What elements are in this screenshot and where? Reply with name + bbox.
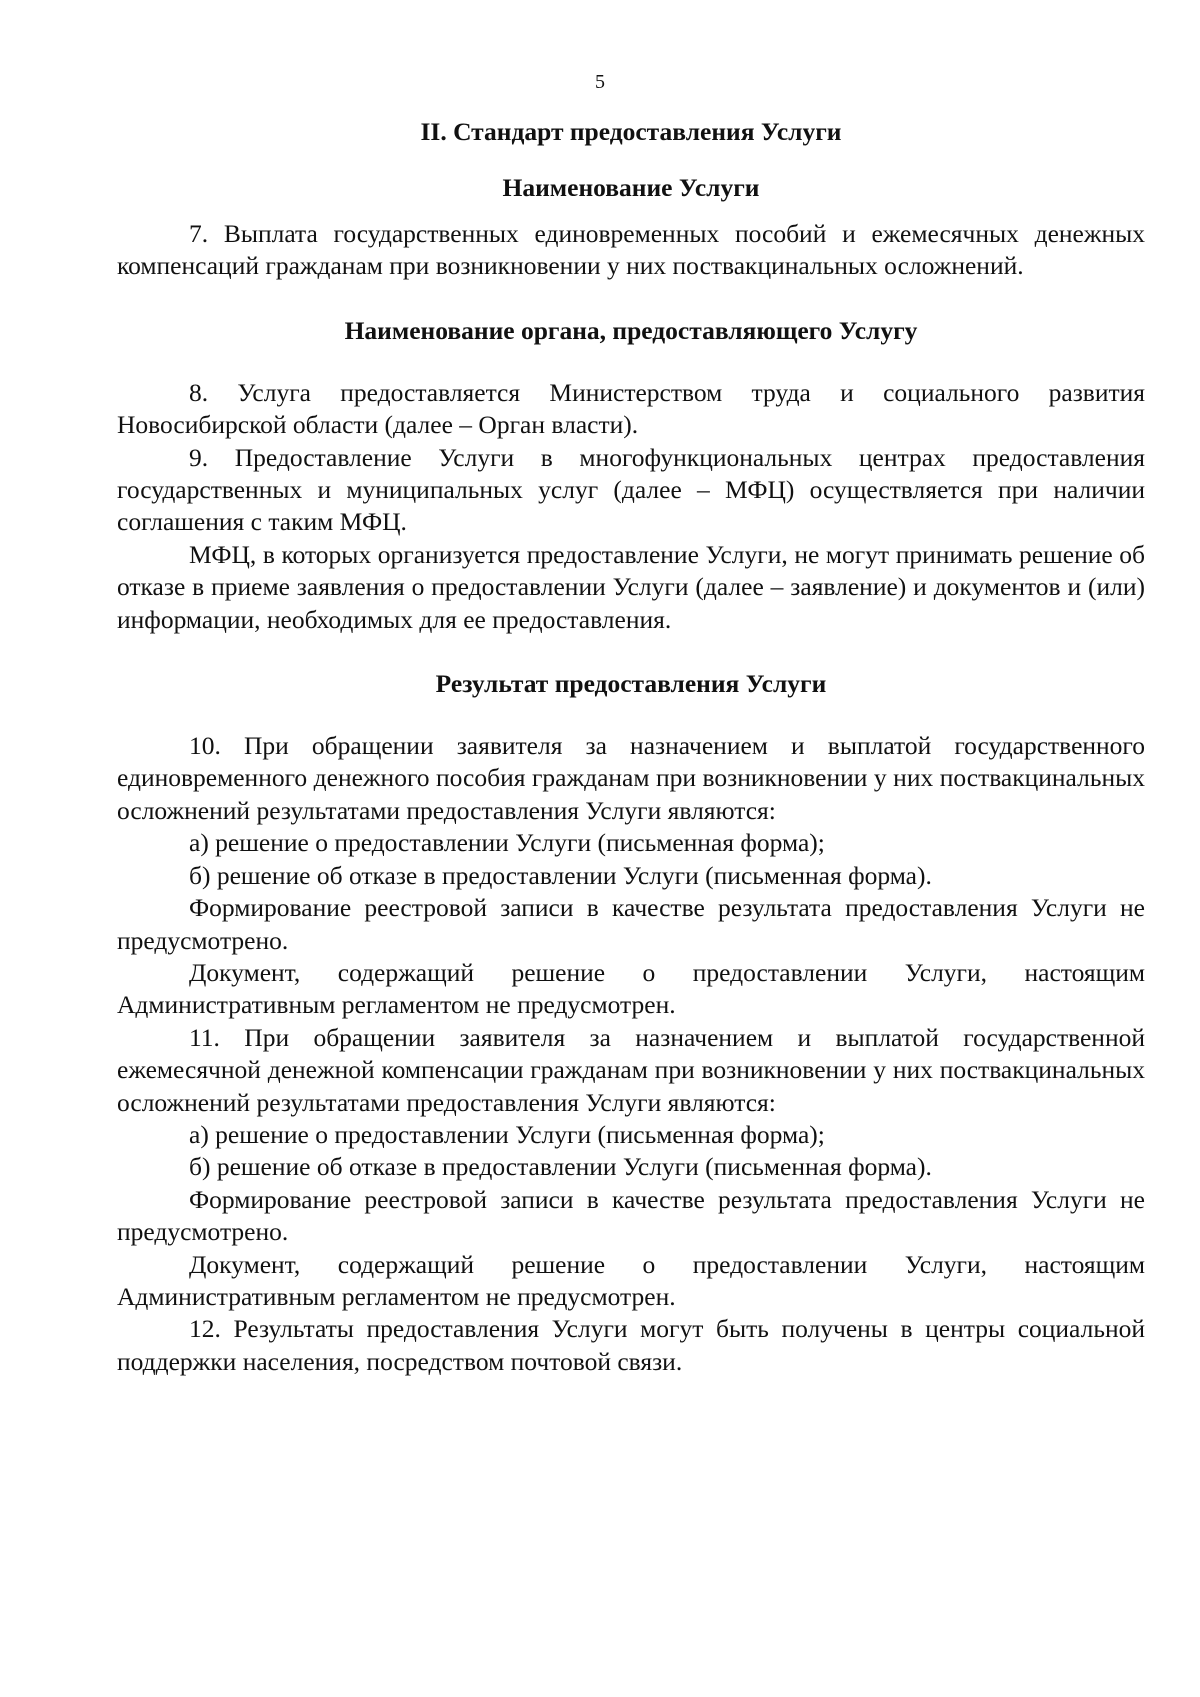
page-number: 5 bbox=[595, 71, 605, 93]
paragraph: Формирование реестровой записи в качестве результата предоставления Услуги не предусмотрено. bbox=[117, 893, 1145, 955]
list-item: б) решение об отказе в предоставлении Услуги (письменная форма). bbox=[189, 860, 932, 890]
paragraph: 11. При обращении заявителя за назначением и выплатой государственной ежемесячной денежной компенсации гражданам при возникновении у них поствакцинальных осложнений результатами предоставления Услуги являются: bbox=[117, 1022, 1145, 1117]
paragraph: Документ, содержащий решение о предоставлении Услуги, настоящим Административным регламентом не предусмотрен. bbox=[117, 1249, 1145, 1311]
paragraph: 9. Предоставление Услуги в многофункциональных центрах предоставления государственных и муниципальных услуг (далее – МФЦ) осуществляется при наличии соглашения с таким МФЦ. bbox=[117, 442, 1145, 537]
paragraph: 7. Выплата государственных единовременных пособий и ежемесячных денежных компенсаций гражданам при возникновении у них поствакцинальных осложнений. bbox=[117, 219, 1145, 281]
paragraph: 8. Услуга предоставляется Министерством труда и социального развития Новосибирской области (далее – Орган власти). bbox=[117, 377, 1145, 440]
paragraph: Формирование реестровой записи в качестве результата предоставления Услуги не предусмотрено. bbox=[117, 1184, 1145, 1247]
list-item: б) решение об отказе в предоставлении Услуги (письменная форма). bbox=[189, 1152, 932, 1182]
section-heading: Результат предоставления Услуги bbox=[435, 669, 827, 699]
section-heading: Наименование Услуги bbox=[502, 173, 760, 202]
document-body bbox=[117, 116, 1145, 1378]
list-item: а) решение о предоставлении Услуги (письменная форма); bbox=[189, 828, 825, 858]
chapter-heading: II. Стандарт предоставления Услуги bbox=[420, 117, 842, 146]
paragraph: Документ, содержащий решение о предоставлении Услуги, настоящим Административным регламентом не предусмотрен. bbox=[117, 957, 1145, 1020]
paragraph: 10. При обращении заявителя за назначением и выплатой государственного единовременного денежного пособия гражданам при возникновении у них поствакцинальных осложнений результатами предоставления Услуги являются: bbox=[117, 731, 1145, 825]
list-item: а) решение о предоставлении Услуги (письменная форма); bbox=[189, 1119, 825, 1149]
paragraph: МФЦ, в которых организуется предоставление Услуги, не могут принимать решение об отказе в приеме заявления о предоставлении Услуги (далее – заявление) и документов и (или) информации, необходимых для ее предоставления. bbox=[117, 539, 1145, 634]
paragraph: 12. Результаты предоставления Услуги могут быть получены в центры социальной поддержки населения, посредством почтовой связи. bbox=[117, 1314, 1145, 1376]
section-heading: Наименование органа, предоставляющего Услугу bbox=[344, 315, 918, 345]
